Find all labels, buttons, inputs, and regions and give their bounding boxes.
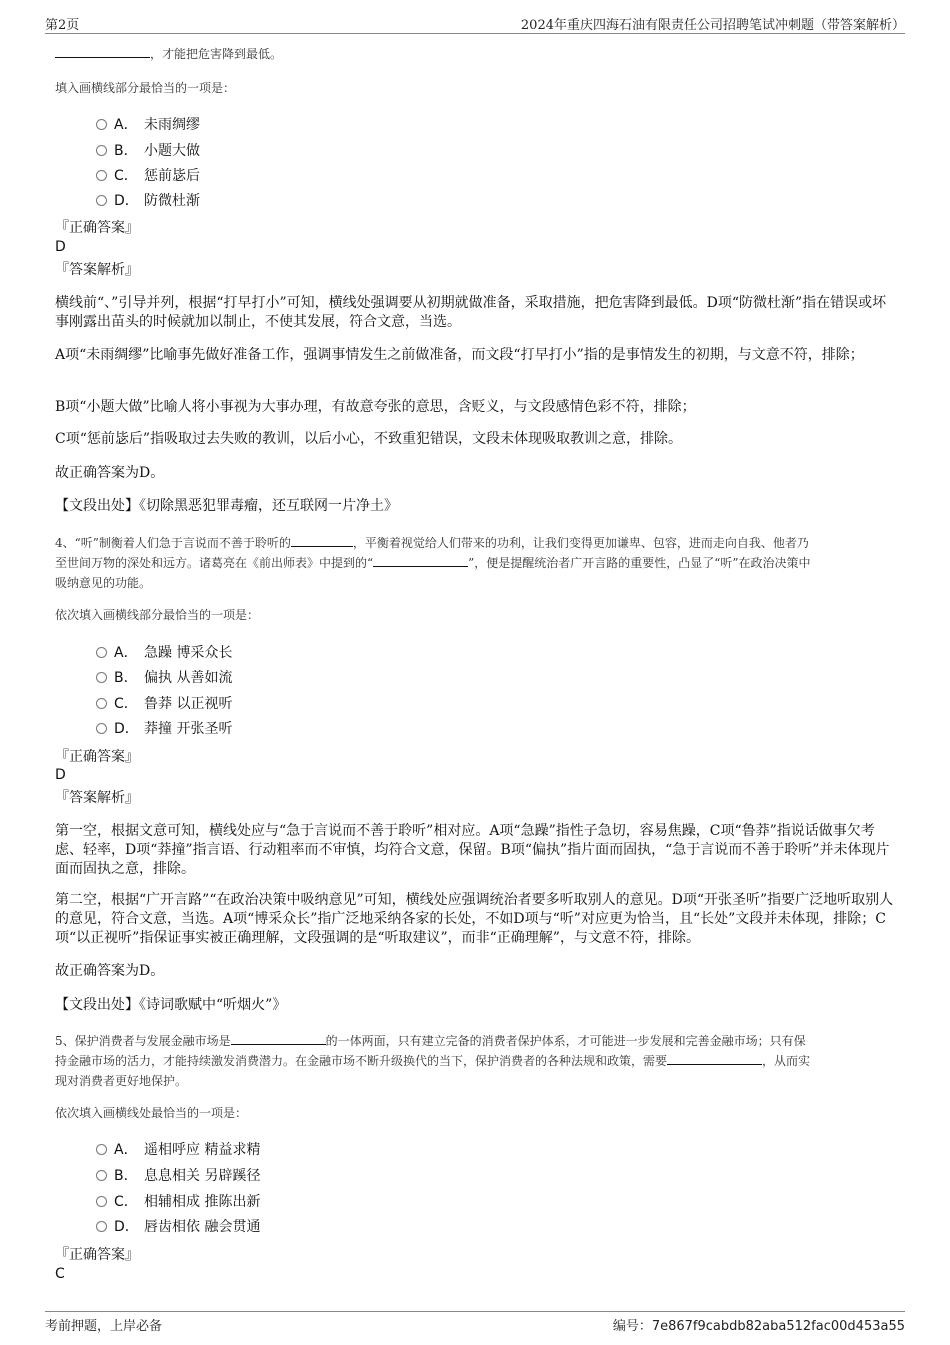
q4-source: 【文段出处】《诗词歌赋中“听烟火”》 xyxy=(55,997,287,1013)
q5-blank-2 xyxy=(667,1051,762,1065)
radio-icon[interactable] xyxy=(96,119,107,130)
q4-option-b[interactable]: B． 偏执 从善如流 xyxy=(96,669,232,687)
q4-blank-2 xyxy=(373,553,468,567)
q3-analysis-para-3: B项“小题大做”比喻人将小事视为大事办理，有故意夸张的意思，含贬义，与文段感情色彩不符，排除； xyxy=(55,399,696,415)
q5-blank-1 xyxy=(231,1031,326,1045)
document-code: 编号：7e867f9cabdb82aba512fac00d453a55 xyxy=(612,1319,905,1334)
q5-stem: 5、保护消费者与发展金融市场是 的一体两面，只有建立完备的消费者保护体系，才可能进一步发展和完善金融市场；只有保 持金融市场的活力，才能持续激发消费潜力。在金融市场不断升级换代的当下，保护消费者的各种法规和政策，需要 ，从而实 现对消费者更好地保护。 xyxy=(55,1031,895,1091)
q3-answer-label: 『正确答案』 xyxy=(55,220,139,236)
q3-analysis-para-1: 横线前“、”引导并列，根据“打早打小”可知，横线处强调要从初期就做准备，采取措施，把危害降到最低。D项“防微杜渐”指在错误或坏事刚露出苗头的时候就加以制止，不使其发展，符合文意，当选。 xyxy=(55,295,887,330)
radio-icon[interactable] xyxy=(96,1196,107,1207)
footer-divider xyxy=(45,1311,905,1312)
radio-icon[interactable] xyxy=(96,672,107,683)
q4-stem: 4、“听”制衡着人们急于言说而不善于聆听的 ，平衡着视觉给人们带来的功利，让我们变得更加谦卑、包容，进而走向自我、他者乃 至世间万物的深处和远方。诸葛亮在《前出师表》中提到的“ ”，便是提醒统治者广开言路的重要性，凸显了“听”在政治决策中 吸纳意见的功能。 xyxy=(55,533,895,593)
q4-answer-label: 『正确答案』 xyxy=(55,749,139,765)
q3-analysis-label: 『答案解析』 xyxy=(55,262,139,278)
q3-option-c[interactable]: C． 惩前毖后 xyxy=(96,167,200,185)
radio-icon[interactable] xyxy=(96,647,107,658)
radio-icon[interactable] xyxy=(96,1221,107,1232)
page-footer xyxy=(45,1315,905,1333)
footer-slogan: 考前押题，上岸必备 xyxy=(45,1319,163,1334)
q4-analysis-label: 『答案解析』 xyxy=(55,790,139,806)
q5-answer-label: 『正确答案』 xyxy=(55,1247,139,1263)
header-divider xyxy=(45,33,905,34)
q3-option-b[interactable]: B． 小题大做 xyxy=(96,142,200,160)
q3-option-a[interactable]: A． 未雨绸缪 xyxy=(96,116,200,134)
q3-blank xyxy=(55,44,150,58)
q5-option-d[interactable]: D． 唇齿相依 融会贯通 xyxy=(96,1218,260,1236)
q5-option-b[interactable]: B． 息息相关 另辟蹊径 xyxy=(96,1167,260,1185)
q4-option-d[interactable]: D． 莽撞 开张圣听 xyxy=(96,720,232,738)
q4-blank-1 xyxy=(291,533,353,547)
q4-option-a[interactable]: A． 急躁 博采众长 xyxy=(96,644,232,662)
q5-instruction: 依次填入画横线处最恰当的一项是： xyxy=(55,1106,248,1120)
radio-icon[interactable] xyxy=(96,1170,107,1181)
radio-icon[interactable] xyxy=(96,698,107,709)
q5-answer: C xyxy=(55,1266,65,1282)
q3-instruction: 填入画横线部分最恰当的一项是： xyxy=(55,81,236,95)
radio-icon[interactable] xyxy=(96,195,107,206)
radio-icon[interactable] xyxy=(96,145,107,156)
page-header xyxy=(45,14,905,32)
q5-option-a[interactable]: A． 遥相呼应 精益求精 xyxy=(96,1141,260,1159)
q3-option-d[interactable]: D． 防微杜渐 xyxy=(96,192,200,210)
q4-option-c[interactable]: C． 鲁莽 以正视听 xyxy=(96,695,232,713)
radio-icon[interactable] xyxy=(96,170,107,181)
q3-analysis-conclusion: 故正确答案为D。 xyxy=(55,465,165,481)
q3-analysis-para-4: C项“惩前毖后”指吸取过去失败的教训，以后小心，不致重犯错误，文段未体现吸取教训之意，排除。 xyxy=(55,431,683,447)
document-title: 2024年重庆四海石油有限责任公司招聘笔试冲刺题（带答案解析） xyxy=(520,18,905,33)
q4-analysis-para-1: 第一空，根据文意可知，横线处应与“急于言说而不善于聆听”相对应。A项“急躁”指性子急切，容易焦躁，C项“鲁莽”指说话做事欠考虑、轻率，D项“莽撞”指言语、行动粗率而不审慎，均符合文意，保留。B项“偏执”指片面而固执，“急于言说而不善于聆听”并未体现片面而固执之意，排除。 xyxy=(55,823,890,877)
page-number: 第2页 xyxy=(45,18,80,33)
q3-analysis-para-2: A项“未雨绸缪”比喻事先做好准备工作，强调事情发生之前做准备，而文段“打早打小”指的是事情发生的初期，与文意不符，排除； xyxy=(55,347,864,363)
q3-source: 【文段出处】《切除黑恶犯罪毒瘤，还互联网一片净土》 xyxy=(55,498,398,514)
q3-stem-tail: ，才能把危害降到最低。 xyxy=(55,44,895,64)
radio-icon[interactable] xyxy=(96,1144,107,1155)
q4-analysis-para-2: 第二空，根据“广开言路”“在政治决策中吸纳意见”可知，横线处应强调统治者要多听取别人的意见。D项“开张圣听”指要广泛地听取别人的意见，符合文意，当选。A项“博采众长”指广泛地采纳各家的长处，不如D项与“听”对应更为恰当，且“长处”文段并未体现，排除；C项“以正视听”指保证事实被正确理解，文段强调的是“听取建议”，而非“正确理解”，与文意不符，排除。 xyxy=(55,892,894,946)
q4-instruction: 依次填入画横线部分最恰当的一项是： xyxy=(55,608,260,622)
q3-answer: D xyxy=(55,239,66,255)
q4-analysis-conclusion: 故正确答案为D。 xyxy=(55,963,165,979)
radio-icon[interactable] xyxy=(96,723,107,734)
q5-option-c[interactable]: C． 相辅相成 推陈出新 xyxy=(96,1193,260,1211)
q4-answer: D xyxy=(55,767,66,783)
